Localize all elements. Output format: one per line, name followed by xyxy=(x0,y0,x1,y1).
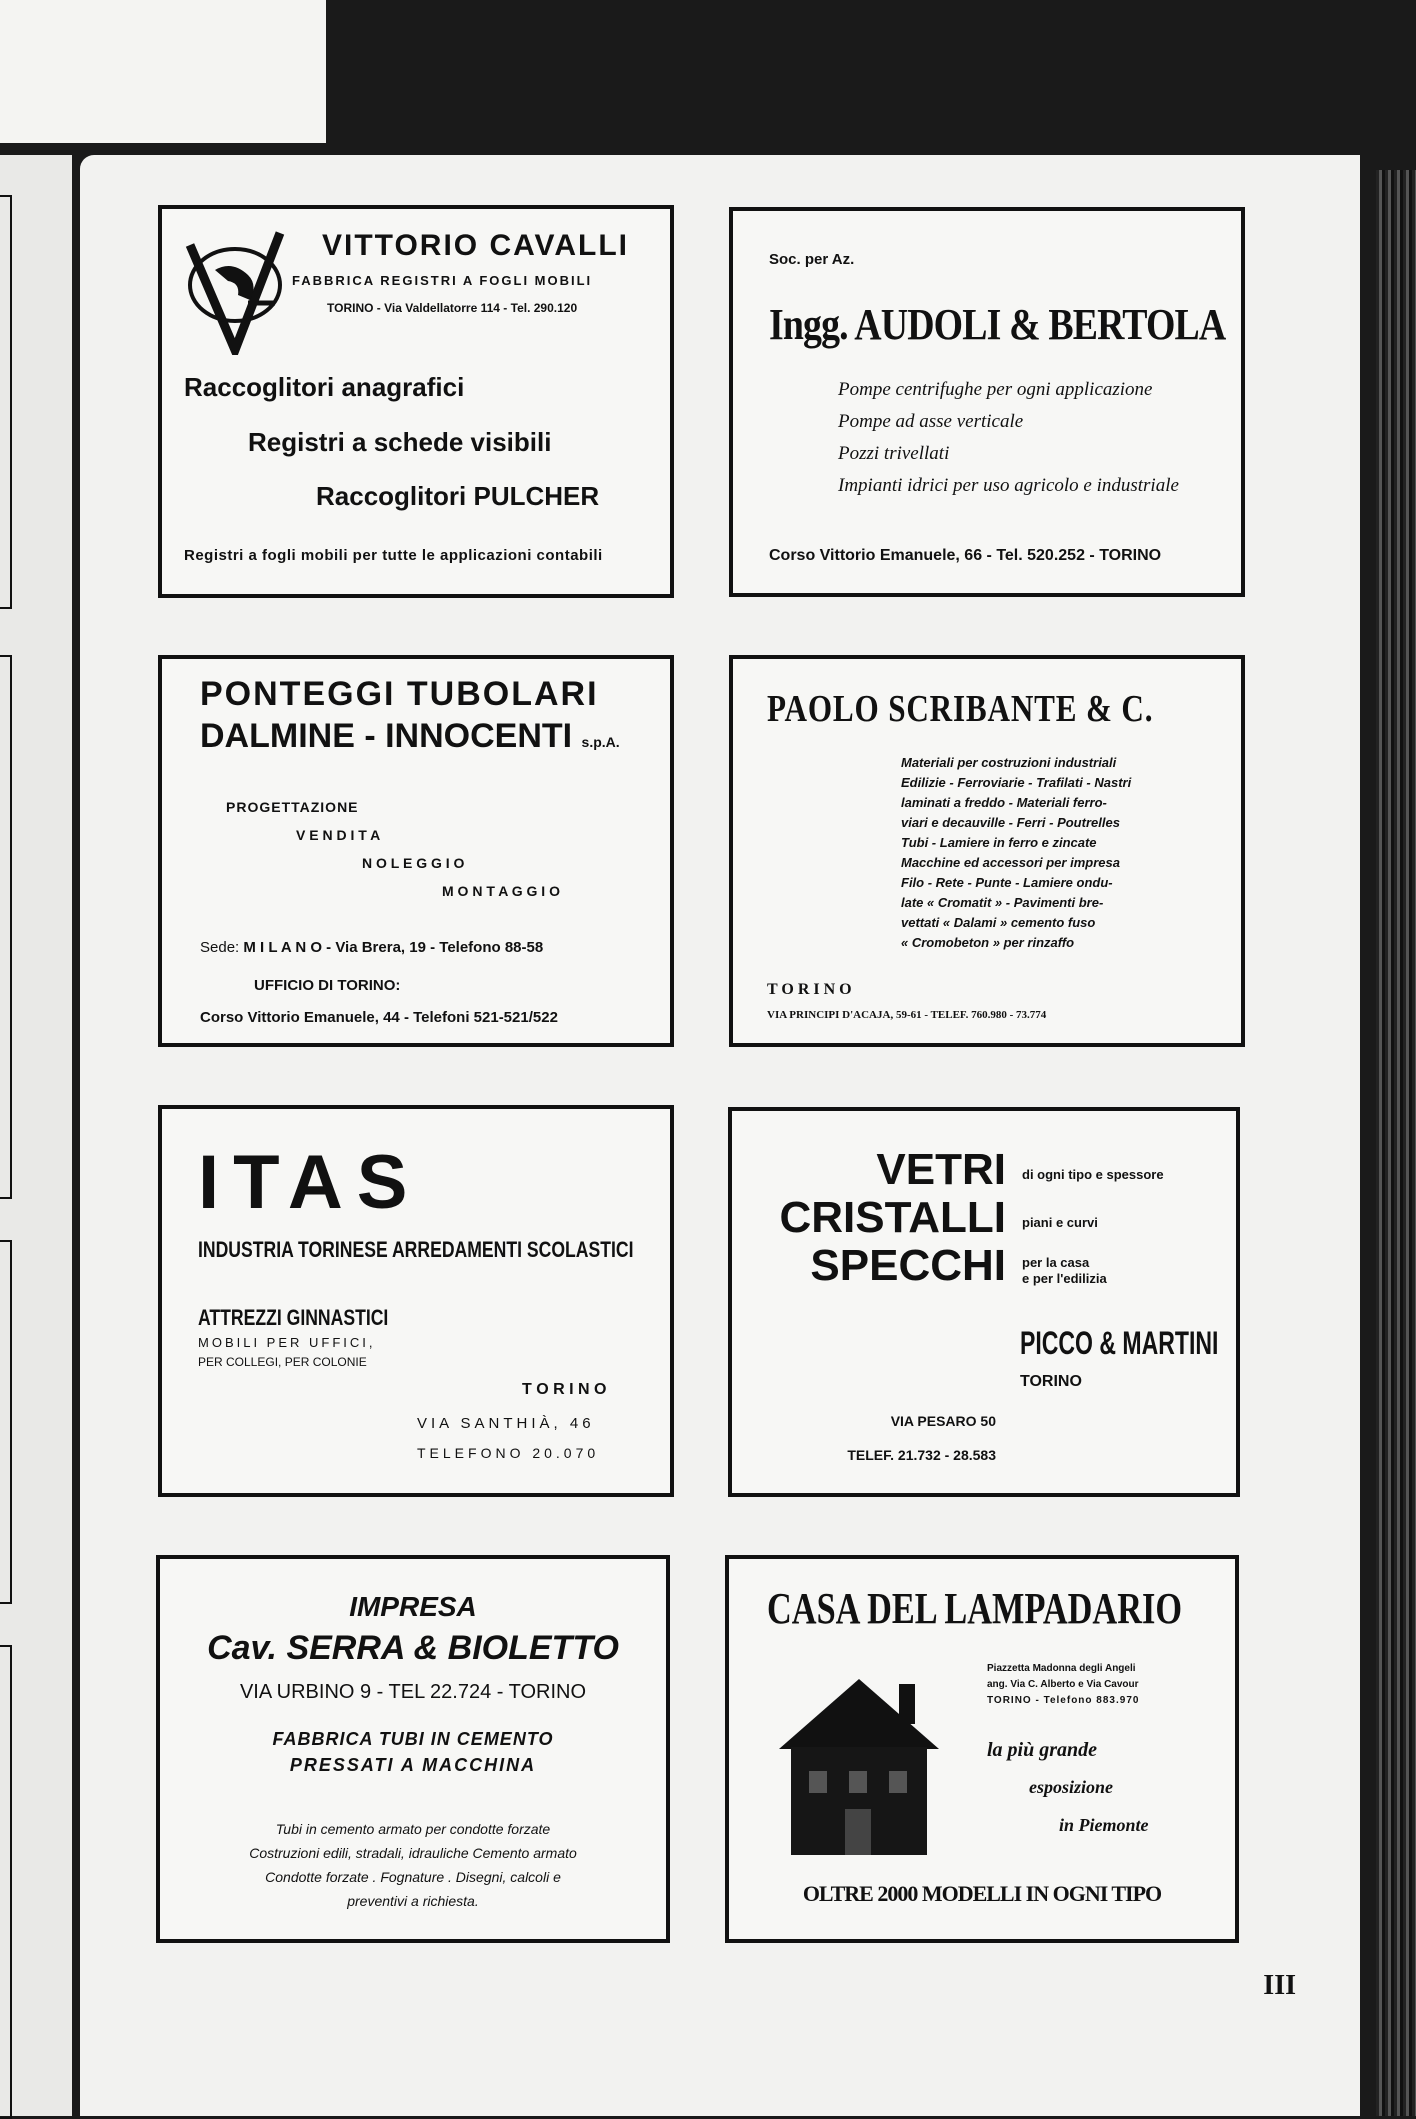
vetri-word-2: CRISTALLI xyxy=(779,1193,1006,1242)
ponteggi-sede-address: M I L A N O - Via Brera, 19 - Telefono 88-58 xyxy=(243,939,544,956)
serra-desc-1: Tubi in cemento armato per condotte forzate xyxy=(275,1821,551,1837)
lampadario-building-illustration xyxy=(769,1659,949,1859)
lampadario-slogan-3: in Piemonte xyxy=(1059,1815,1149,1835)
serra-desc-3: Condotte forzate . Fognature . Disegni, calcoli e xyxy=(265,1869,561,1885)
scribante-name: PAOLO SCRIBANTE & C. xyxy=(767,688,1154,730)
lampadario-address-1: Piazzetta Madonna degli Angeli xyxy=(987,1663,1136,1674)
ad-itas xyxy=(158,1105,674,1497)
lampadario-footer: OLTRE 2000 MODELLI IN OGNI TIPO xyxy=(802,1881,1162,1906)
audoli-address: Corso Vittorio Emanuele, 66 - Tel. 520.252 - TORINO xyxy=(769,547,1162,564)
cavalli-tagline: FABBRICA REGISTRI A FOGLI MOBILI xyxy=(292,273,593,288)
lampadario-name: CASA DEL LAMPADARIO xyxy=(767,1584,1183,1633)
itas-street: VIA SANTHIÀ, 46 xyxy=(417,1415,595,1432)
scribante-desc-6: Macchine ed accessori per impresa xyxy=(901,855,1120,870)
catalog-page xyxy=(80,155,1360,2116)
ponteggi-sede-label: Sede: xyxy=(200,939,240,956)
cavalli-line2: Registri a schede visibili xyxy=(248,427,552,457)
itas-name: ITAS xyxy=(198,1140,422,1225)
ponteggi-service-2: V E N D I T A xyxy=(296,827,381,843)
ponteggi-suffix: s.p.A. xyxy=(581,734,620,750)
audoli-name: Ingg. AUDOLI & BERTOLA xyxy=(769,300,1226,349)
audoli-item-2: Pompe ad asse verticale xyxy=(838,411,1024,432)
audoli-item-4: Impianti idrici per uso agricolo e industriale xyxy=(838,475,1179,496)
cavalli-footer: Registri a fogli mobili per tutte le applicazioni contabili xyxy=(184,547,603,564)
ponteggi-office-label: UFFICIO DI TORINO: xyxy=(254,977,401,994)
ad-vittorio-cavalli xyxy=(158,205,674,598)
lampadario-slogan-2: esposizione xyxy=(1029,1777,1114,1797)
left-page-margin xyxy=(0,155,72,2116)
lampadario-address-2: ang. Via C. Alberto e Via Cavour xyxy=(987,1679,1139,1690)
scribante-desc-1: Materiali per costruzioni industriali xyxy=(901,755,1117,770)
vetri-brand-city: TORINO xyxy=(1020,1373,1082,1390)
scribante-desc-5: Tubi - Lamiere in ferro e zincate xyxy=(901,835,1097,850)
vetri-brand: PICCO & MARTINI xyxy=(1020,1325,1219,1361)
itas-subtitle: INDUSTRIA TORINESE ARREDAMENTI SCOLASTICI xyxy=(198,1237,634,1262)
scribante-desc-10: « Cromobeton » per rinzaffo xyxy=(901,935,1075,950)
ad-paolo-scribante xyxy=(729,655,1245,1047)
vetri-note-1: di ogni tipo e spessore xyxy=(1022,1167,1164,1182)
ponteggi-service-4: M O N T A G G I O xyxy=(442,883,560,899)
serra-line-4: PRESSATI A MACCHINA xyxy=(289,1755,537,1775)
cavalli-name: VITTORIO CAVALLI xyxy=(322,229,629,262)
ponteggi-title-2-text: DALMINE - INNOCENTI xyxy=(200,717,573,755)
cavalli-address: TORINO - Via Valdellatorre 114 - Tel. 290.120 xyxy=(327,301,578,315)
vetri-word-1: VETRI xyxy=(876,1145,1006,1194)
vetri-word-3: SPECCHI xyxy=(810,1241,1006,1290)
vetri-note-2: piani e curvi xyxy=(1022,1215,1098,1230)
book-spine xyxy=(1376,170,1416,2116)
scribante-desc-3: laminati a freddo - Materiali ferro- xyxy=(901,795,1107,810)
scribante-address: VIA PRINCIPI D'ACAJA, 59-61 - TELEF. 760.980 - 73.774 xyxy=(767,1009,1047,1021)
vetri-phone: TELEF. 21.732 - 28.583 xyxy=(847,1447,996,1463)
itas-line-2: MOBILI PER UFFICI, xyxy=(198,1335,376,1350)
lampadario-slogan-1: la più grande xyxy=(987,1739,1098,1761)
scribante-desc-7: Filo - Rete - Punte - Lamiere ondu- xyxy=(901,875,1113,890)
ponteggi-office: Corso Vittorio Emanuele, 44 - Telefoni 521-521/522 xyxy=(200,1009,558,1026)
lampadario-address-3: TORINO - Telefono 883.970 xyxy=(987,1695,1140,1706)
scribante-desc-2: Edilizie - Ferroviarie - Trafilati - Nastri xyxy=(901,775,1132,790)
cavalli-line3: Raccoglitori PULCHER xyxy=(316,481,600,511)
scribante-desc-9: vettati « Dalami » cemento fuso xyxy=(901,915,1096,930)
ponteggi-service-3: N O L E G G I O xyxy=(362,855,465,871)
itas-phone: TELEFONO 20.070 xyxy=(417,1445,600,1461)
serra-desc-2: Costruzioni edili, stradali, idrauliche Cemento armato xyxy=(249,1845,577,1861)
ad-audoli-bertola xyxy=(729,207,1245,597)
page-number: III xyxy=(1263,1970,1296,2001)
audoli-item-1: Pompe centrifughe per ogni applicazione xyxy=(838,379,1153,400)
itas-line-3: PER COLLEGI, PER COLONIE xyxy=(198,1355,367,1369)
ponteggi-service-1: PROGETTAZIONE xyxy=(226,799,359,815)
vetri-street: VIA PESARO 50 xyxy=(890,1413,996,1429)
scribante-city: T O R I N O xyxy=(767,981,852,998)
serra-line-2: Cav. SERRA & BIOLETTO xyxy=(207,1629,619,1667)
audoli-item-3: Pozzi trivellati xyxy=(838,443,950,464)
serra-line-3: FABBRICA TUBI IN CEMENTO xyxy=(272,1729,554,1749)
vetri-note-3: per la casa xyxy=(1022,1255,1090,1270)
serra-address: VIA URBINO 9 - TEL 22.724 - TORINO xyxy=(239,1681,587,1703)
ad-serra-bioletto xyxy=(156,1555,670,1943)
cavalli-line1: Raccoglitori anagrafici xyxy=(184,372,465,402)
ad-ponteggi-tubolari xyxy=(158,655,674,1047)
serra-line-1: IMPRESA xyxy=(349,1591,477,1622)
cavalli-logo xyxy=(180,225,290,355)
scribante-desc-8: late « Cromatit » - Pavimenti bre- xyxy=(901,895,1104,910)
ponteggi-title-2 xyxy=(200,717,620,756)
ad-casa-lampadario xyxy=(725,1555,1239,1943)
audoli-company-type: Soc. per Az. xyxy=(769,251,855,268)
itas-city: T O R I N O xyxy=(522,1381,607,1398)
ponteggi-sede xyxy=(200,939,543,956)
scribante-desc-4: viari e decauville - Ferri - Poutrelles xyxy=(901,815,1120,830)
ponteggi-title-1: PONTEGGI TUBOLARI xyxy=(200,675,599,713)
serra-desc-4: preventivi a richiesta. xyxy=(347,1893,479,1909)
ad-vetri-cristalli xyxy=(728,1107,1240,1497)
itas-line-1: ATTREZZI GINNASTICI xyxy=(198,1305,389,1330)
adjacent-page-edge xyxy=(0,0,326,143)
vetri-note-4: e per l'edilizia xyxy=(1022,1271,1107,1286)
